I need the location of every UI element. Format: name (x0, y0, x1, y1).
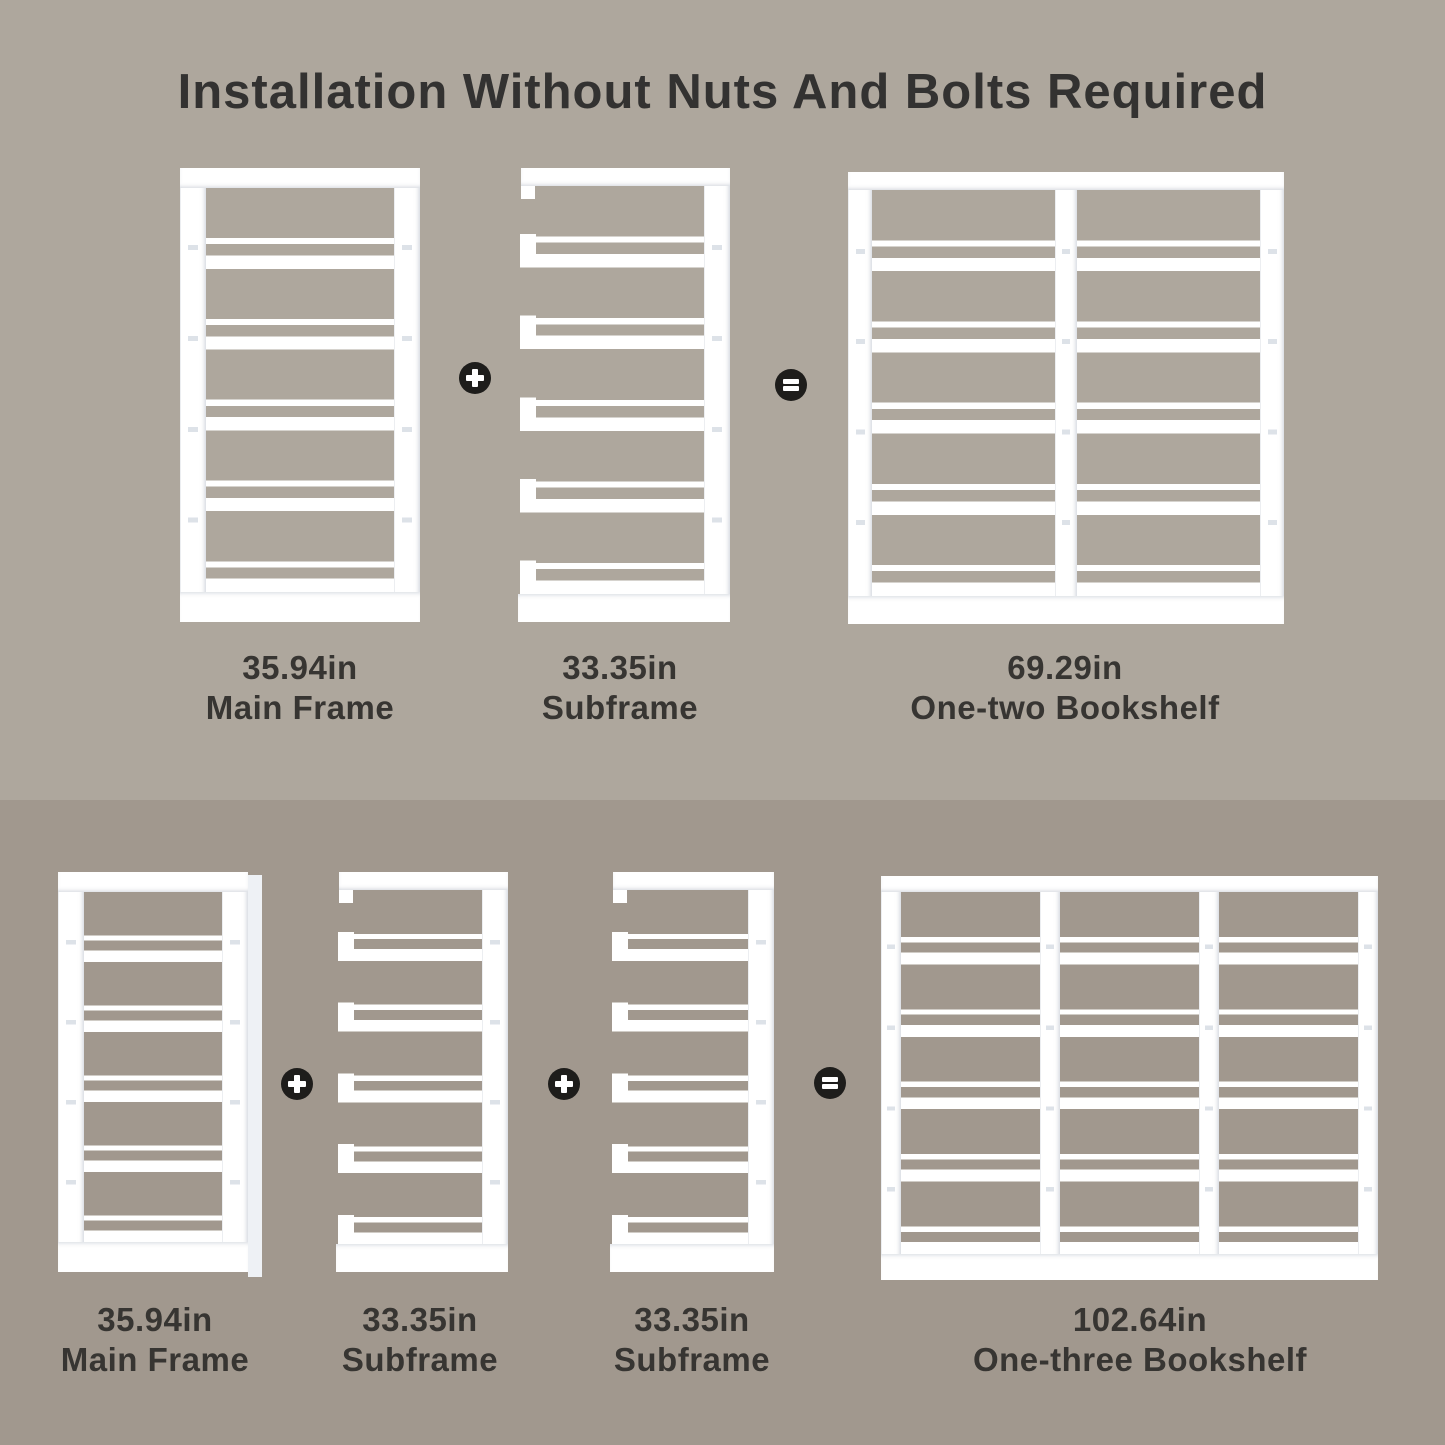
shelf-post-1 (881, 876, 901, 1280)
shelf-top-cap (339, 872, 508, 890)
shelf-right-post (748, 872, 774, 1272)
caption-size: 33.35in (562, 649, 678, 686)
shelf-top-cap (848, 172, 1284, 190)
shelf-base (610, 1244, 774, 1272)
shelf-levels (60, 892, 246, 1242)
shelf-levels (883, 892, 1376, 1254)
shelf-bracket-clips (612, 890, 628, 1244)
shelf-post-2 (1040, 876, 1060, 1280)
caption-label: One-two Bookshelf (910, 689, 1220, 726)
shelf-side-panel (248, 875, 262, 1277)
shelf-top-cap (180, 168, 420, 188)
subframe-illustration (336, 872, 508, 1272)
caption-one-three-bookshelf (930, 1300, 1350, 1380)
caption-subframe-bottom-2 (542, 1300, 842, 1380)
plus-icon (281, 1068, 313, 1100)
equals-icon (775, 369, 807, 401)
one-three-bookshelf-illustration (881, 876, 1378, 1280)
caption-size: 35.94in (242, 649, 358, 686)
caption-size: 102.64in (1072, 1301, 1208, 1338)
shelf-post-4 (1358, 876, 1378, 1280)
caption-main-frame-top (150, 648, 450, 728)
plus-vertical-bar (561, 1075, 567, 1093)
caption-label: Subframe (341, 1341, 499, 1378)
equals-top-bar (822, 1077, 838, 1082)
caption-subframe-bottom-1 (270, 1300, 570, 1380)
plus-icon (548, 1068, 580, 1100)
shelf-base (518, 594, 730, 622)
caption-size: 33.35in (634, 1301, 750, 1338)
caption-subframe-top (470, 648, 770, 728)
equals-icon (814, 1067, 846, 1099)
shelf-cap-lip (339, 890, 353, 903)
shelf-right-post (222, 872, 248, 1272)
shelf-base (848, 596, 1284, 624)
shelf-cap-lip (613, 890, 627, 903)
plus-vertical-bar (294, 1075, 300, 1093)
equals-bottom-bar (783, 386, 799, 391)
shelf-left-post (58, 872, 84, 1272)
shelf-base (180, 592, 420, 622)
shelf-levels (182, 188, 418, 592)
shelf-right-post (394, 168, 420, 622)
page-title: Installation Without Nuts And Bolts Required (177, 65, 1268, 119)
shelf-base (336, 1244, 508, 1272)
shelf-top-cap (58, 872, 248, 892)
shelf-middle-post (1055, 172, 1077, 624)
subframe-illustration (610, 872, 774, 1272)
caption-size: 33.35in (362, 1301, 478, 1338)
caption-label: Subframe (613, 1341, 771, 1378)
shelf-right-post (1260, 172, 1284, 624)
subframe-illustration (518, 168, 730, 622)
equals-bottom-bar (822, 1084, 838, 1089)
caption-one-two-bookshelf (855, 648, 1275, 728)
caption-label: Main Frame (60, 1341, 250, 1378)
shelf-left-post (848, 172, 872, 624)
main-frame-illustration (58, 872, 248, 1272)
plus-icon (459, 362, 491, 394)
shelf-top-cap (881, 876, 1378, 892)
main-frame-illustration (180, 168, 420, 622)
shelf-cap-lip (521, 186, 535, 199)
shelf-post-3 (1199, 876, 1219, 1280)
shelf-right-post (482, 872, 508, 1272)
shelf-top-cap (613, 872, 774, 890)
caption-label: Subframe (541, 689, 699, 726)
shelf-base (58, 1242, 248, 1272)
shelf-levels (530, 186, 728, 594)
plus-vertical-bar (472, 369, 478, 387)
shelf-base (881, 1254, 1378, 1280)
shelf-right-post (704, 168, 730, 622)
caption-main-frame-bottom (5, 1300, 305, 1380)
shelf-bracket-clips (520, 186, 536, 594)
equals-top-bar (783, 379, 799, 384)
caption-size: 35.94in (97, 1301, 213, 1338)
one-two-bookshelf-illustration (848, 172, 1284, 624)
shelf-left-post (180, 168, 206, 622)
shelf-top-cap (521, 168, 730, 186)
caption-label: Main Frame (205, 689, 395, 726)
shelf-bracket-clips (338, 890, 354, 1244)
caption-label: One-three Bookshelf (972, 1341, 1308, 1378)
caption-size: 69.29in (1007, 649, 1123, 686)
